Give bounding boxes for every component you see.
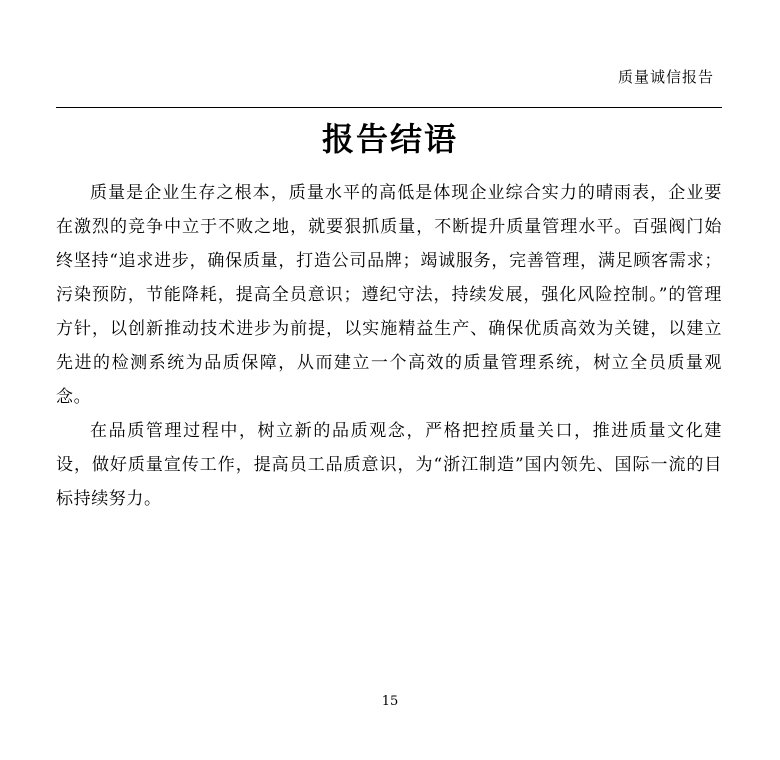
page-number: 15 [381, 694, 399, 709]
header-divider [56, 107, 722, 108]
paragraph-2: 在品质管理过程中，树立新的品质观念，严格把控质量关口，推进质量文化建设，做好质量宣传工作，提高员工品质意识，为“浙江制造”国内领先、国际一流的目标持续努力。 [56, 421, 722, 509]
body-text [56, 176, 722, 516]
paragraph-1: 质量是企业生存之根本，质量水平的高低是体现企业综合实力的晴雨表，企业要在激烈的竞争中立于不败之地，就要狠抓质量，不断提升质量管理水平。百强阀门始终坚持“追求进步，确保质量，打造公司品牌；竭诚服务，完善管理，满足顾客需求；污染预防，节能降耗，提高全员意识；遵纪守法，持续发展，强化风险控制。”的管理方针，以创新推动技术进步为前提，以实施精益生产、确保优质高效为关键，以建立先进的检测系统为品质保障，从而建立一个高效的质量管理系统，树立全员质量观念。 [56, 183, 722, 407]
page-title: 报告结语 [321, 120, 458, 158]
running-header: 质量诚信报告 [617, 68, 714, 86]
